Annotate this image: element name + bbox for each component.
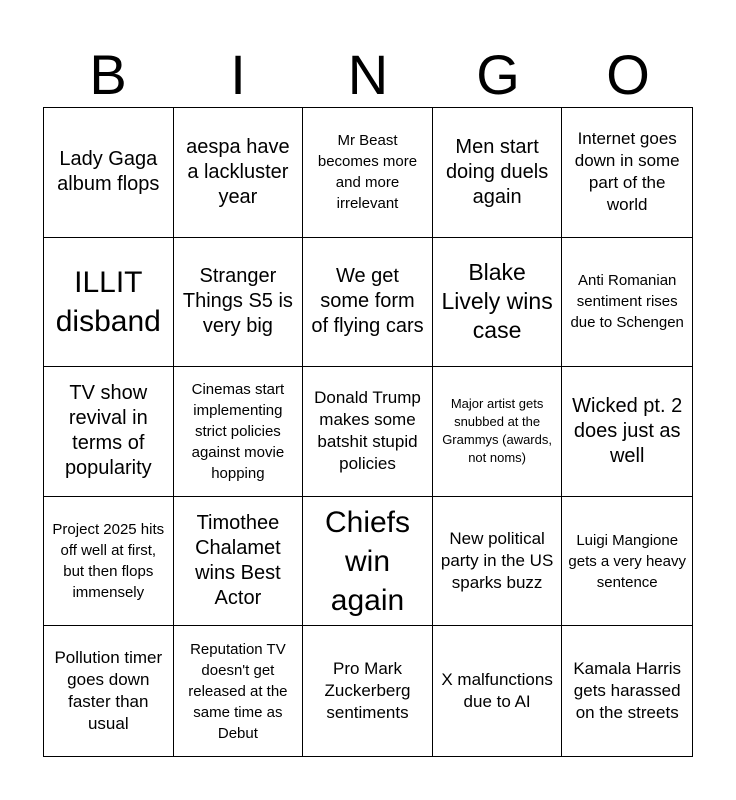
cell-text: Kamala Harris gets harassed on the streets bbox=[573, 659, 682, 723]
bingo-cell[interactable] bbox=[433, 108, 563, 238]
bingo-cell[interactable] bbox=[433, 497, 563, 627]
cell-text: Timothee Chalamet wins Best Actor bbox=[195, 512, 281, 610]
cell-text: Pro Mark Zuckerberg sentiments bbox=[324, 659, 411, 723]
cell-text: X malfunctions due to AI bbox=[441, 670, 553, 712]
bingo-cell[interactable] bbox=[562, 238, 692, 368]
bingo-cell[interactable] bbox=[174, 497, 304, 627]
bingo-cell[interactable] bbox=[44, 367, 174, 497]
cell-text: Luigi Mangione gets a very heavy sentence bbox=[568, 531, 686, 591]
cell-text: Pollution timer goes down faster than usual bbox=[54, 648, 163, 734]
cell-text: Men start doing duels again bbox=[445, 135, 549, 208]
bingo-cell[interactable] bbox=[174, 626, 304, 756]
cell-text: Cinemas start implementing strict policies against movie hopping bbox=[191, 380, 285, 482]
bingo-cell[interactable] bbox=[562, 367, 692, 497]
header-letter-b: B bbox=[89, 43, 127, 106]
cell-text: Internet goes down in some part of the world bbox=[574, 129, 680, 215]
bingo-cell[interactable] bbox=[303, 626, 433, 756]
cell-text: Anti Romanian sentiment rises due to Schengen bbox=[570, 272, 684, 332]
header-letter-g: G bbox=[476, 43, 520, 106]
header-letter-i: I bbox=[230, 43, 246, 106]
cell-text: Lady Gaga album flops bbox=[57, 148, 160, 196]
bingo-cell[interactable] bbox=[44, 497, 174, 627]
header-letter-n: N bbox=[347, 43, 389, 106]
cell-text: Blake Lively wins case bbox=[441, 259, 553, 344]
bingo-cell[interactable] bbox=[44, 108, 174, 238]
cell-text: ILLIT disband bbox=[55, 265, 161, 338]
bingo-cell[interactable] bbox=[303, 108, 433, 238]
bingo-cell[interactable] bbox=[174, 238, 304, 368]
cell-text: Project 2025 hits off well at first, but then flops immensely bbox=[52, 521, 165, 602]
cell-text: Chiefs win again bbox=[324, 505, 411, 617]
bingo-cell[interactable] bbox=[44, 626, 174, 756]
bingo-cell[interactable] bbox=[562, 108, 692, 238]
bingo-cell[interactable] bbox=[562, 497, 692, 627]
bingo-cell[interactable] bbox=[433, 238, 563, 368]
bingo-cell[interactable] bbox=[303, 497, 433, 627]
cell-text: Mr Beast becomes more and more irrelevant bbox=[317, 132, 418, 213]
bingo-cell[interactable] bbox=[562, 626, 692, 756]
bingo-cell[interactable] bbox=[174, 108, 304, 238]
bingo-cell[interactable] bbox=[303, 367, 433, 497]
bingo-cell[interactable] bbox=[303, 238, 433, 368]
cell-text: TV show revival in terms of popularity bbox=[64, 382, 152, 480]
cell-text: Major artist gets snubbed at the Grammys (awards, not noms) bbox=[442, 396, 552, 466]
bingo-grid bbox=[43, 107, 693, 757]
cell-text: Donald Trump makes some batshit stupid policies bbox=[314, 388, 421, 474]
cell-text: Stranger Things S5 is very big bbox=[182, 265, 293, 338]
bingo-cell[interactable] bbox=[44, 238, 174, 368]
bingo-cell[interactable] bbox=[433, 367, 563, 497]
bingo-header bbox=[43, 44, 693, 106]
cell-text: New political party in the US sparks buzz bbox=[440, 529, 554, 593]
cell-text: aespa have a lackluster year bbox=[186, 135, 290, 208]
header-letter-o: O bbox=[606, 43, 650, 106]
cell-text: Wicked pt. 2 does just as well bbox=[572, 394, 683, 467]
cell-text: We get some form of flying cars bbox=[311, 265, 424, 338]
cell-text: Reputation TV doesn't get released at the same time as Debut bbox=[188, 640, 288, 742]
bingo-cell[interactable] bbox=[174, 367, 304, 497]
bingo-cell[interactable] bbox=[433, 626, 563, 756]
